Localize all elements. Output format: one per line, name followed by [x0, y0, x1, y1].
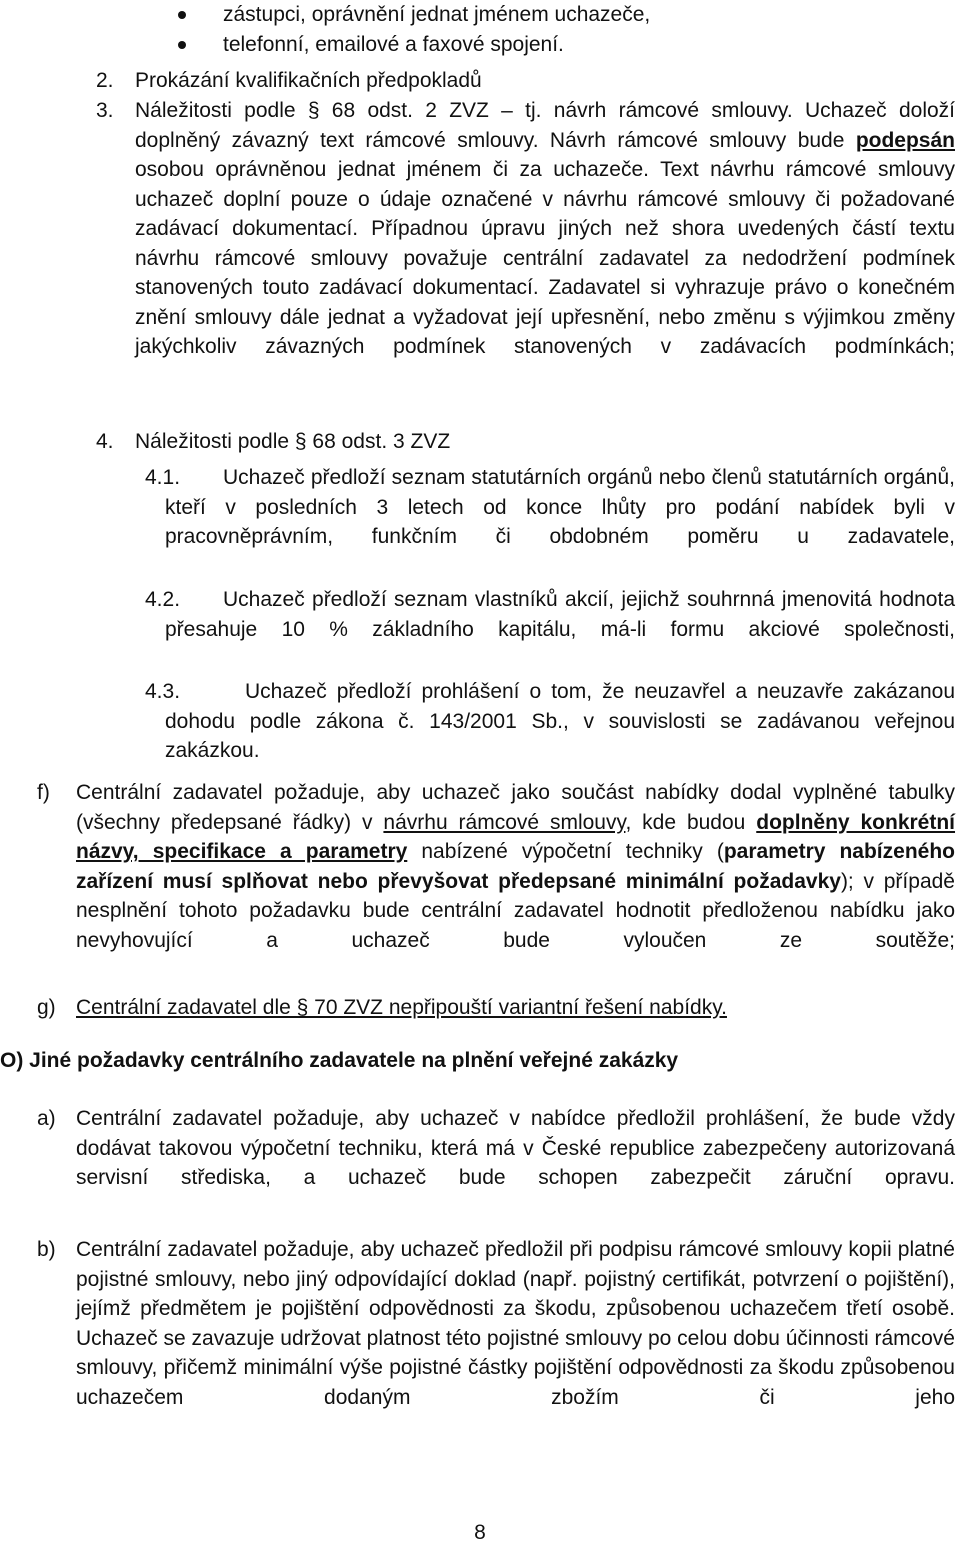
item-text: Prokázání kvalifikačních předpokladů	[135, 69, 482, 92]
emphasis-names-specs: doplněny konkrétní názvy, specifikace a parametry	[76, 810, 956, 863]
item-3-paragraph: Náležitosti podle § 68 odst. 2 ZVZ – tj. návrh rámcové smlouvy. Uchazeč doloží doplněný závazný text rámcové smlouvy. Návrh rámcové smlouvy bude podepsán osobou oprávněnou jednat jménem či za uchazeče. Text návrhu rámcové smlouvy uchazeč doplní pouze o údaje označené v návrhu rámcové smlouvy či požadované zadávací dokumentací. Případnou úpravu jiných než shora uvedených částí textu návrhu rámcové smlouvy považuje centrální zadavatel za nedodržení podmínek stanovených touto zadávací dokumentací. Zadavatel si vyhrazuje právo o konečném znění smlouvy dále jednat a vyžadovat její upřesnění, nebo změnu s výjimkou změny jakýchkoliv závazných podmínek stanovených v zadávacích podmínkách;	[135, 99, 955, 358]
bullet-text: telefonní, emailové a faxové spojení.	[223, 33, 564, 56]
link-draft-framework-agreement: návrhu rámcové smlouvy	[383, 810, 626, 834]
bullet-text: zástupci, oprávnění jednat jménem uchazeče,	[223, 3, 651, 26]
bullet-dot-icon	[178, 41, 186, 49]
item-b-paragraph: Centrální zadavatel požaduje, aby uchazeč předložil při podpisu rámcové smlouvy kopii platné pojistné smlouvy, nebo jiný odpovídající doklad (např. pojistný certifikát, potvrzení o pojištění), jejímž předmětem je pojištění odpovědnosti za škodu, způsobenou uchazečem třetí osobě. Uchazeč se zavazuje udržovat platnost této pojistné smlouvy po celou dobu účinnosti rámcové smlouvy, přičemž minimální výše pojistné částky pojištění odpovědnosti za škodu způsobenou uchazečem dodaným zbožím či jeho	[76, 1238, 955, 1409]
item-letter: b)	[37, 1238, 56, 1261]
item-number: 3.	[96, 99, 114, 122]
item-g-text: Centrální zadavatel dle § 70 ZVZ nepřipouští variantní řešení nabídky.	[76, 996, 727, 1019]
item-a-paragraph: Centrální zadavatel požaduje, aby uchazeč v nabídce předložil prohlášení, že bude vždy dodávat takovou výpočetní techniku, která má v České republice zabezpečeny autorizovaná servisní střediska, a uchazeč bude schopen zabezpečit záruční opravu.	[76, 1107, 955, 1189]
emphasis-signed: podepsán	[855, 128, 955, 152]
subitem-number: 4.1.	[145, 466, 181, 489]
item-letter: a)	[37, 1107, 56, 1130]
item-number: 2.	[96, 69, 114, 92]
page-number: 8	[474, 1521, 486, 1544]
subitem-4-1-paragraph: Uchazeč předloží seznam statutárních orgánů nebo členů statutárních orgánů, kteří v posledních 3 letech od konce lhůty pro podání nabídek byli v pracovněprávním, funkčním či obdobném poměru u zadavatele,	[165, 466, 955, 548]
bullet-dot-icon	[178, 11, 186, 19]
subitem-number: 4.2.	[145, 588, 181, 611]
item-number: 4.	[96, 430, 114, 453]
item-letter: g)	[37, 996, 56, 1019]
item-text: Náležitosti podle § 68 odst. 3 ZVZ	[135, 430, 451, 453]
subitem-4-3-paragraph: Uchazeč předloží prohlášení o tom, že neuzavřel a neuzavře zakázanou dohodu podle zákona č. 143/2001 Sb., v souvislosti se zadávanou veřejnou zakázkou.	[165, 680, 955, 762]
item-f-paragraph: Centrální zadavatel požaduje, aby uchazeč jako součást nabídky dodal vyplněné tabulky (všechny předepsané řádky) v návrhu rámcové smlouvy, kde budou doplněny konkrétní názvy, specifikace a parametry nabízené výpočetní techniky (parametry nabízeného zařízení musí splňovat nebo převyšovat předepsané minimální požadavky); v případě nesplnění tohoto požadavku bude centrální zadavatel hodnotit předloženou nabídku jako nevyhovující a uchazeč bude vyloučen ze soutěže;	[76, 781, 956, 952]
emphasis-min-requirements: parametry nabízeného zařízení musí splňovat nebo převyšovat předepsané minimální požadavky	[76, 840, 955, 893]
item-letter: f)	[37, 781, 50, 804]
section-heading: O) Jiné požadavky centrálního zadavatele na plnění veřejné zakázky	[0, 1049, 679, 1072]
subitem-4-2-paragraph: Uchazeč předloží seznam vlastníků akcií, jejichž souhrnná jmenovitá hodnota přesahuje 10 % základního kapitálu, má-li formu akciové společnosti,	[165, 588, 955, 641]
subitem-number: 4.3.	[145, 680, 181, 703]
